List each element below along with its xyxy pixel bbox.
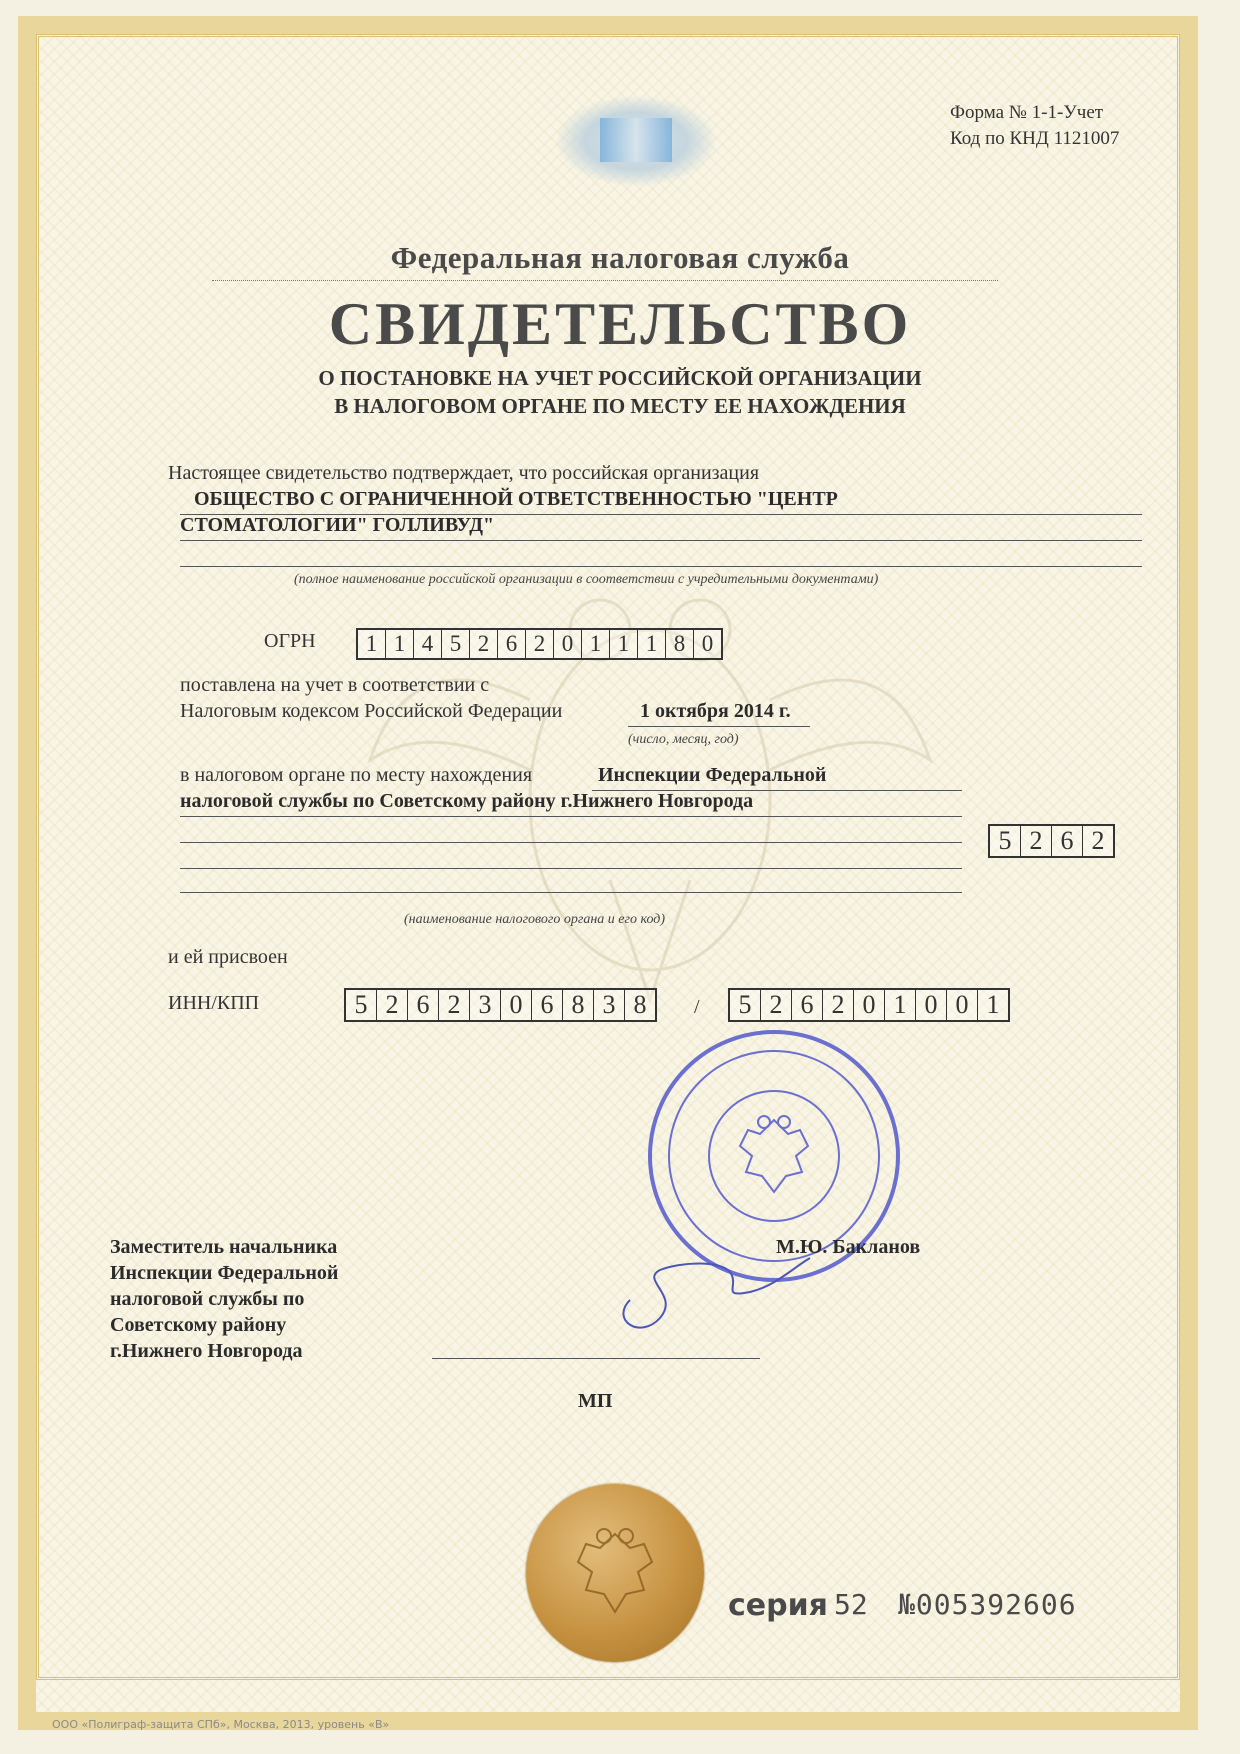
kpp-cells [728, 988, 1010, 1022]
inn-kpp-label: ИНН/КПП [168, 992, 260, 1014]
seal-eagle-icon [526, 1484, 704, 1662]
inn-digit: 2 [377, 990, 408, 1020]
ogrn-digit: 2 [526, 630, 554, 658]
inn-digit: 8 [633, 990, 647, 1019]
tax-office-code-digit: 5 [990, 826, 1021, 856]
document-subtitle [0, 364, 1240, 420]
gold-seal [526, 1484, 704, 1662]
inn-digit: 2 [439, 990, 470, 1020]
tax-office-code-digit: 2 [1091, 826, 1105, 855]
document-title: СВИДЕТЕЛЬСТВО [328, 291, 912, 357]
hologram-emblem [556, 96, 716, 186]
kpp-digit: 0 [947, 990, 978, 1020]
ogrn-digit: 1 [610, 630, 638, 658]
mp-mark: МП [578, 1390, 613, 1412]
serial-number: №005392606 [898, 1588, 1077, 1621]
ogrn-digit: 2 [470, 630, 498, 658]
inn-digit: 3 [594, 990, 625, 1020]
ogrn-digit: 8 [666, 630, 694, 658]
ogrn-digit: 6 [498, 630, 526, 658]
organization-name-line-2: СТОМАТОЛОГИИ" ГОЛЛИВУД" [180, 514, 495, 536]
subtitle-line-1: О ПОСТАНОВКЕ НА УЧЕТ РОССИЙСКОЙ ОРГАНИЗАЦИИ [318, 366, 922, 390]
tax-office-name-line-2: налоговой службы по Советскому району г.Нижнего Новгорода [180, 790, 754, 812]
signatory-position-line-4: Советскому району [110, 1314, 287, 1336]
tax-office-underline-3 [180, 842, 962, 843]
tax-office-code-digit: 2 [1021, 826, 1052, 856]
kpp-digit: 0 [916, 990, 947, 1020]
tax-office-name-line-1: Инспекции Федеральной [598, 764, 827, 786]
signatory-position [110, 1234, 338, 1364]
tax-office-underline-2 [180, 816, 962, 817]
organization-intro: Настоящее свидетельство подтверждает, что российская организация [168, 462, 760, 484]
tax-office-caption: (наименование налогового органа и его код) [404, 912, 666, 927]
registration-line-2: Налоговым кодексом Российской Федерации [180, 700, 563, 722]
kpp-digit: 1 [986, 990, 1000, 1019]
kpp-digit: 2 [823, 990, 854, 1020]
ogrn-digit: 4 [414, 630, 442, 658]
serial-series: 52 [834, 1588, 868, 1621]
inn-digit: 8 [563, 990, 594, 1020]
ogrn-digit: 1 [638, 630, 666, 658]
organization-underline-3 [180, 566, 1142, 567]
subtitle-line-2: В НАЛОГОВОМ ОРГАНЕ ПО МЕСТУ ЕЕ НАХОЖДЕНИЯ [334, 394, 906, 418]
tax-office-underline-5 [180, 892, 962, 893]
kpp-digit: 1 [885, 990, 916, 1020]
handwritten-signature [600, 1240, 820, 1350]
serial-label: серия [728, 1588, 828, 1623]
signatory-name: М.Ю. Бакланов [776, 1236, 921, 1258]
kpp-digit: 0 [854, 990, 885, 1020]
signatory-position-line-1: Заместитель начальника [110, 1236, 338, 1258]
inn-digit: 3 [470, 990, 501, 1020]
agency-name: Федеральная налоговая служба [390, 240, 850, 275]
kpp-digit: 2 [761, 990, 792, 1020]
organization-name-line-1: ОБЩЕСТВО С ОГРАНИЧЕННОЙ ОТВЕТСТВЕННОСТЬЮ "ЦЕНТР [194, 488, 838, 510]
knd-code: Код по КНД 1121007 [950, 128, 1120, 149]
signatory-position-line-2: Инспекции Федеральной [110, 1262, 339, 1284]
registration-date-caption: (число, месяц, год) [628, 732, 739, 747]
form-number: Форма № 1-1-Учет [950, 102, 1104, 123]
tax-office-underline-4 [180, 868, 962, 869]
printer-imprint: ООО «Полиграф-защита СПб», Москва, 2013, уровень «В» [52, 1718, 390, 1731]
ogrn-cells [356, 628, 723, 660]
ogrn-digit: 1 [386, 630, 414, 658]
tax-office-intro: в налоговом органе по месту нахождения [180, 764, 533, 786]
ogrn-digit: 5 [442, 630, 470, 658]
inn-kpp-separator: / [694, 996, 700, 1018]
signature-line [432, 1358, 760, 1359]
ogrn-label: ОГРН [264, 630, 316, 652]
registration-line-1: поставлена на учет в соответствии с [180, 674, 490, 696]
agency-divider [212, 280, 998, 281]
inn-digit: 5 [346, 990, 377, 1020]
form-code-block [950, 100, 1119, 152]
tax-office-code-digit: 6 [1052, 826, 1083, 856]
registration-date-underline [628, 726, 810, 727]
inn-digit: 6 [532, 990, 563, 1020]
inn-digit: 6 [408, 990, 439, 1020]
organization-underline-2 [180, 540, 1142, 541]
tax-office-code-cells [988, 824, 1115, 858]
signatory-position-line-5: г.Нижнего Новгорода [110, 1340, 303, 1362]
ogrn-digit: 1 [582, 630, 610, 658]
ogrn-digit: 0 [554, 630, 582, 658]
kpp-digit: 6 [792, 990, 823, 1020]
ogrn-digit: 1 [358, 630, 386, 658]
ogrn-digit: 0 [701, 631, 714, 656]
signatory-position-line-3: налоговой службы по [110, 1288, 305, 1310]
registration-date: 1 октября 2014 г. [640, 700, 791, 722]
inn-cells [344, 988, 657, 1022]
organization-caption: (полное наименование российской организации в соответствии с учредительными документами) [294, 572, 879, 587]
kpp-digit: 5 [730, 990, 761, 1020]
inn-digit: 0 [501, 990, 532, 1020]
assigned-label: и ей присвоен [168, 946, 288, 968]
